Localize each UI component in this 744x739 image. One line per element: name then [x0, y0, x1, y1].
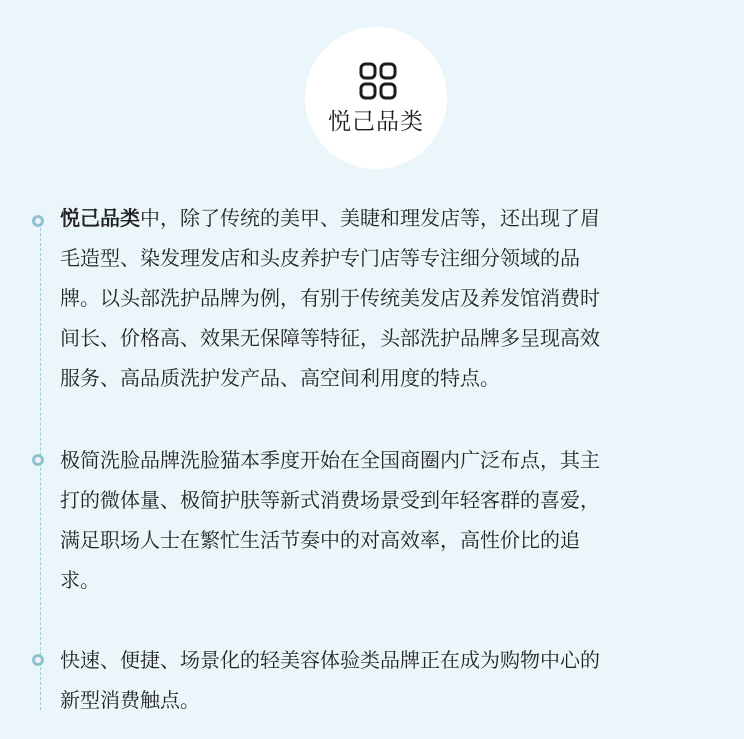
timeline-divider	[40, 228, 41, 710]
grid-icon	[358, 61, 398, 101]
bullet-dot-icon	[32, 654, 44, 666]
paragraph-line: 求。	[60, 568, 100, 592]
paragraph	[60, 198, 720, 398]
paragraph-line: 间长、价格高、效果无保障等特征，头部洗护品牌多呈现高效	[60, 326, 600, 350]
paragraph-line: 极简洗脸品牌洗脸猫本季度开始在全国商圈内广泛布点，其主	[60, 448, 600, 472]
bullet-dot-icon	[32, 454, 44, 466]
paragraph-line: 毛造型、染发理发店和头皮养护专门店等专注细分领域的品	[60, 246, 580, 270]
paragraph-line: 满足职场人士在繁忙生活节奏中的对高效率，高性价比的追	[60, 528, 580, 552]
header-badge	[305, 27, 447, 169]
paragraph-line: 牌。以头部洗护品牌为例，有别于传统美发店及养发馆消费时	[60, 286, 600, 310]
paragraph-line: 快速、便捷、场景化的轻美容体验类品牌正在成为购物中心的	[60, 648, 600, 672]
paragraph-line: 中，除了传统的美甲、美睫和理发店等，还出现了眉	[140, 206, 600, 230]
paragraph-lead: 悦己品类	[60, 206, 140, 230]
bullet-dot-icon	[32, 215, 44, 227]
paragraph	[60, 640, 720, 720]
paragraph-line: 服务、高品质洗护发产品、高空间利用度的特点。	[60, 366, 500, 390]
paragraph	[60, 440, 720, 600]
paragraph-line: 打的微体量、极简护肤等新式消费场景受到年轻客群的喜爱，	[60, 488, 600, 512]
page-title: 悦己品类	[328, 109, 424, 135]
paragraph-line: 新型消费触点。	[60, 688, 200, 712]
